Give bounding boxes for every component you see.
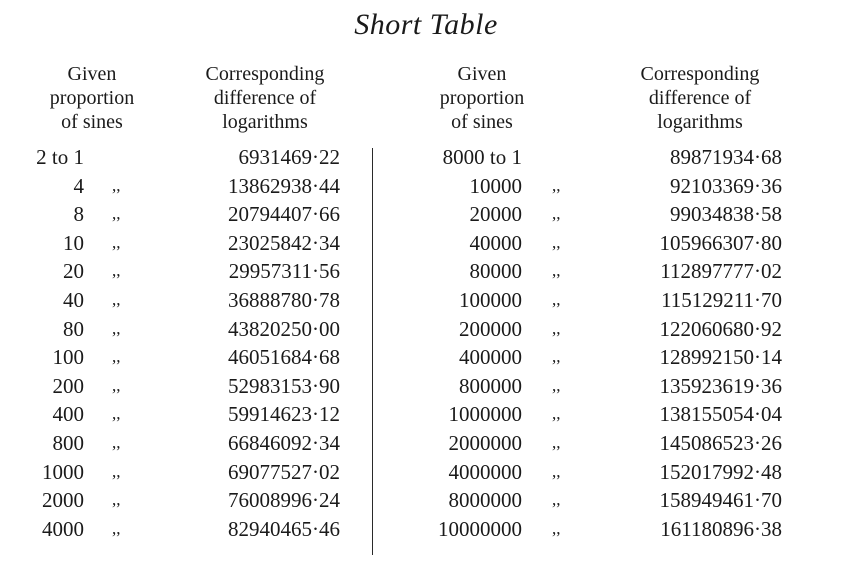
table-row (0, 486, 852, 515)
header-line: Corresponding (205, 63, 325, 85)
right-ditto-mark: ,, (552, 375, 561, 395)
header-line: of sines (61, 111, 123, 133)
header-line: Given (67, 63, 117, 85)
right-ditto-mark: ,, (552, 347, 561, 367)
right-ditto-mark: ,, (552, 461, 561, 481)
left-difference-cell: 46051684·68 (228, 345, 340, 370)
right-given-cell: 20000 (469, 202, 522, 227)
right-ditto-mark: ,, (552, 404, 561, 424)
table-row (0, 229, 852, 258)
left-given-cell: 10 (63, 230, 84, 255)
right-ditto-mark: ,, (552, 318, 561, 338)
right-difference-cell: 158949461·70 (659, 488, 782, 513)
right-given-cell: 1000000 (448, 402, 522, 427)
right-given-cell: 400000 (459, 345, 522, 370)
page-title: Short Table (354, 8, 498, 41)
left-ditto-mark: ,, (112, 404, 121, 424)
left-difference-cell: 82940465·46 (228, 516, 340, 541)
left-difference-cell: 13862938·44 (228, 173, 340, 198)
left-ditto-mark: ,, (112, 232, 121, 252)
left-ditto-mark: ,, (112, 490, 121, 510)
right-given-cell: 8000 to 1 (442, 145, 522, 169)
left-given-cell: 200 (52, 373, 84, 398)
left-given-cell: 2 to 1 (36, 145, 84, 169)
right-difference-cell: 115129211·70 (661, 287, 782, 312)
right-given-cell: 40000 (469, 230, 522, 255)
right-given-cell: 80000 (469, 259, 522, 284)
left-given-cell: 800 (52, 430, 84, 455)
header-line: of sines (451, 111, 513, 133)
right-given-cell: 100000 (459, 287, 522, 312)
table-row (0, 200, 852, 229)
table-row (0, 286, 852, 315)
table-row (0, 172, 852, 201)
header-line: Given (457, 63, 507, 85)
left-ditto-mark: ,, (112, 204, 121, 224)
header-line: logarithms (222, 111, 308, 133)
left-difference-cell: 23025842·34 (228, 230, 340, 255)
right-given-cell: 800000 (459, 373, 522, 398)
left-difference-cell: 76008996·24 (228, 488, 340, 513)
right-difference-cell: 89871934·68 (670, 145, 782, 169)
header-right-given (412, 62, 552, 134)
right-ditto-mark: ,, (552, 518, 561, 538)
right-given-cell: 10000 (469, 173, 522, 198)
table-row (0, 458, 852, 487)
right-given-cell: 2000000 (448, 430, 522, 455)
right-given-cell: 200000 (459, 316, 522, 341)
right-difference-cell: 145086523·26 (659, 430, 782, 455)
left-ditto-mark: ,, (112, 518, 121, 538)
table-row (0, 343, 852, 372)
table-body (0, 143, 852, 543)
table-row (0, 257, 852, 286)
table-row (0, 372, 852, 401)
right-given-cell: 8000000 (448, 488, 522, 513)
right-ditto-mark: ,, (552, 175, 561, 195)
right-ditto-mark: ,, (552, 432, 561, 452)
left-difference-cell: 20794407·66 (228, 202, 340, 227)
header-right-difference (605, 62, 795, 134)
left-given-cell: 20 (63, 259, 84, 284)
left-difference-cell: 36888780·78 (228, 287, 340, 312)
table-row (0, 143, 852, 172)
right-difference-cell: 99034838·58 (670, 202, 782, 227)
table-row (0, 400, 852, 429)
right-ditto-mark: ,, (552, 204, 561, 224)
right-difference-cell: 112897777·02 (660, 259, 782, 284)
right-ditto-mark: ,, (552, 261, 561, 281)
right-difference-cell: 105966307·80 (659, 230, 782, 255)
right-given-cell: 10000000 (438, 516, 522, 541)
left-given-cell: 400 (52, 402, 84, 427)
table-row (0, 315, 852, 344)
left-given-cell: 100 (52, 345, 84, 370)
left-difference-cell: 69077527·02 (228, 459, 340, 484)
left-difference-cell: 52983153·90 (228, 373, 340, 398)
left-difference-cell: 59914623·12 (228, 402, 340, 427)
left-given-cell: 1000 (42, 459, 84, 484)
left-ditto-mark: ,, (112, 318, 121, 338)
right-difference-cell: 138155054·04 (659, 402, 782, 427)
header-line: logarithms (657, 111, 743, 133)
left-ditto-mark: ,, (112, 432, 121, 452)
left-given-cell: 8 (73, 202, 84, 227)
left-ditto-mark: ,, (112, 261, 121, 281)
table-row (0, 515, 852, 544)
left-difference-cell: 29957311·56 (228, 259, 340, 284)
header-line: Corresponding (640, 63, 760, 85)
left-ditto-mark: ,, (112, 289, 121, 309)
right-difference-cell: 128992150·14 (659, 345, 782, 370)
left-ditto-mark: ,, (112, 375, 121, 395)
left-given-cell: 2000 (42, 488, 84, 513)
header-line: proportion (49, 87, 135, 109)
right-difference-cell: 122060680·92 (659, 316, 782, 341)
table-row (0, 429, 852, 458)
right-difference-cell: 135923619·36 (659, 373, 782, 398)
left-ditto-mark: ,, (112, 347, 121, 367)
left-difference-cell: 6931469·22 (238, 145, 340, 169)
header-left-difference (170, 62, 360, 134)
right-ditto-mark: ,, (552, 490, 561, 510)
right-difference-cell: 161180896·38 (660, 516, 782, 541)
right-difference-cell: 152017992·48 (659, 459, 782, 484)
header-left-given (22, 62, 162, 134)
right-difference-cell: 92103369·36 (670, 173, 782, 198)
left-difference-cell: 66846092·34 (228, 430, 340, 455)
right-ditto-mark: ,, (552, 289, 561, 309)
left-ditto-mark: ,, (112, 175, 121, 195)
right-given-cell: 4000000 (448, 459, 522, 484)
right-ditto-mark: ,, (552, 232, 561, 252)
left-difference-cell: 43820250·00 (228, 316, 340, 341)
header-line: proportion (439, 87, 525, 109)
header-line: difference of (648, 87, 752, 109)
left-given-cell: 80 (63, 316, 84, 341)
left-given-cell: 40 (63, 287, 84, 312)
left-ditto-mark: ,, (112, 461, 121, 481)
left-given-cell: 4 (73, 173, 84, 198)
left-given-cell: 4000 (42, 516, 84, 541)
header-line: difference of (213, 87, 317, 109)
